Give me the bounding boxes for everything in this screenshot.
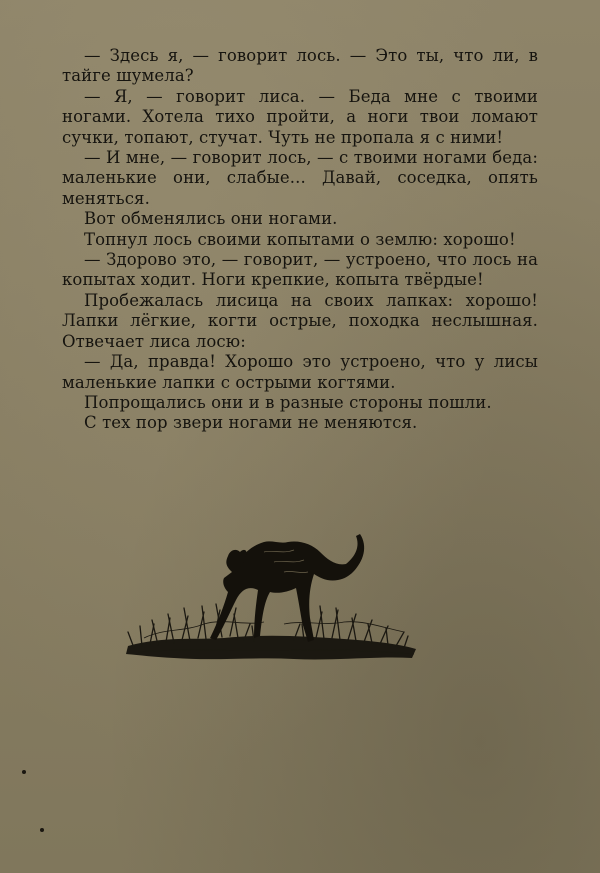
fox-on-grass-icon	[124, 528, 418, 678]
ink-speck	[22, 770, 26, 774]
paragraph-3: — И мне, — говорит лось, — с твоими ногами беда: маленькие они, слабые... Давай, соседка, опять меняться.	[62, 148, 538, 208]
paragraph-7: Пробежалась лисица на своих лапках: хорошо! Лапки лёгкие, когти острые, походка неслышная. Отвечает лиса лосю:	[62, 290, 538, 351]
paragraph-4: Вот обменялись они ногами.	[84, 209, 338, 229]
paragraph-6: — Здорово это, — говорит, — устроено, что лось на копытах ходит. Ноги крепкие, копыта твёрдые!	[62, 250, 538, 290]
paragraph-1: — Здесь я, — говорит лось. — Это ты, что ли, в тайге шумела?	[62, 46, 538, 86]
paragraph-2: — Я, — говорит лиса. — Беда мне с твоими ногами. Хотела тихо пройти, а ноги твои ломают сучки, топают, стучат. Чуть не пропала я с ними!	[62, 86, 538, 147]
paragraph-8: — Да, правда! Хорошо это устроено, что у лисы маленькие лапки с острыми когтями.	[62, 352, 538, 392]
paragraph-10: С тех пор звери ногами не меняются.	[84, 413, 418, 433]
story-text	[62, 46, 538, 434]
paragraph-9: Попрощались они и в разные стороны пошли.	[84, 392, 492, 412]
paragraph-5: Топнул лось своими копытами о землю: хорошо!	[84, 229, 516, 249]
ink-speck	[40, 828, 44, 832]
